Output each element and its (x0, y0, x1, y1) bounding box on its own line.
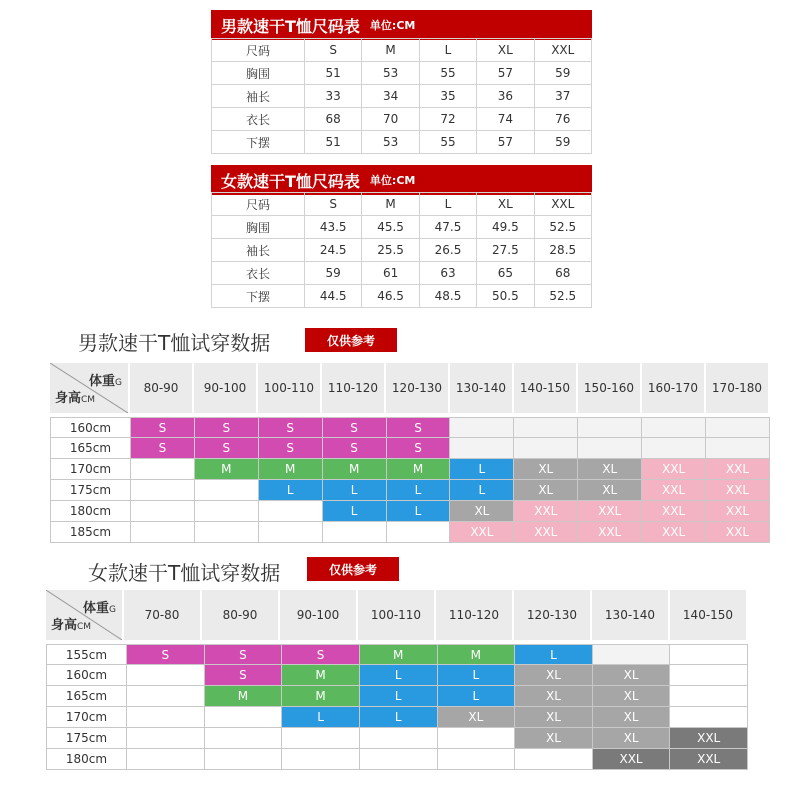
size-cell: L (259, 480, 323, 501)
size-value: S (305, 193, 362, 216)
size-cell: XXL (642, 480, 706, 501)
size-value: XL (477, 39, 534, 62)
size-cell: XL (515, 707, 593, 728)
size-cell: XXL (642, 501, 706, 522)
size-cell: S (195, 417, 259, 438)
height-label (51, 614, 91, 633)
size-value: 51 (305, 131, 362, 154)
size-value: 45.5 (362, 216, 419, 239)
women-size-chart-unit: 单位:CM (369, 174, 416, 187)
weight-range-header: 120-130 (386, 363, 448, 413)
size-cell: L (450, 459, 514, 480)
size-value: 65 (477, 262, 534, 285)
size-value: 35 (419, 85, 476, 108)
size-cell: S (127, 644, 205, 665)
size-cell: S (282, 644, 360, 665)
size-cell: XXL (593, 749, 671, 770)
fit-row (50, 438, 771, 459)
size-cell: L (360, 686, 438, 707)
size-value: 74 (477, 108, 534, 131)
size-cell: XXL (578, 501, 642, 522)
height-value: 160cm (51, 417, 131, 438)
weight-range-header: 140-150 (670, 590, 746, 640)
size-cell: XXL (578, 522, 642, 543)
size-value: 59 (534, 62, 591, 85)
size-cell: XXL (706, 459, 770, 480)
empty-cell (127, 728, 205, 749)
empty-cell (127, 665, 205, 686)
height-unit: CM (81, 395, 96, 405)
size-value: 46.5 (362, 285, 419, 308)
weight-range-header: 80-90 (202, 590, 278, 640)
weight-unit: G (109, 605, 116, 615)
men-size-chart-unit: 单位:CM (369, 19, 416, 32)
size-value: 44.5 (305, 285, 362, 308)
size-value: 68 (305, 108, 362, 131)
weight-range-header: 80-90 (130, 363, 192, 413)
size-cell: L (360, 665, 438, 686)
empty-cell (360, 749, 438, 770)
empty-cell (131, 501, 195, 522)
empty-cell (127, 707, 205, 728)
size-cell: M (282, 686, 360, 707)
size-value: 36 (477, 85, 534, 108)
size-value: 57 (477, 131, 534, 154)
empty-cell (450, 438, 514, 459)
size-cell: XL (578, 459, 642, 480)
size-value: 70 (362, 108, 419, 131)
women-size-chart-header (211, 165, 592, 195)
size-value: 34 (362, 85, 419, 108)
size-header-row (212, 193, 592, 216)
size-cell: S (323, 417, 387, 438)
size-cell: S (259, 417, 323, 438)
size-cell: M (282, 665, 360, 686)
size-value: 25.5 (362, 239, 419, 262)
weight-range-header: 90-100 (194, 363, 256, 413)
size-value: 59 (305, 262, 362, 285)
weight-height-corner (50, 363, 128, 413)
size-value: XXL (534, 39, 591, 62)
weight-range-header: 140-150 (514, 363, 576, 413)
size-cell: XXL (642, 459, 706, 480)
size-value: 57 (477, 62, 534, 85)
size-cell: M (387, 459, 451, 480)
size-value: 47.5 (419, 216, 476, 239)
fit-row (46, 665, 749, 686)
size-cell: L (438, 686, 516, 707)
size-value: 61 (362, 262, 419, 285)
empty-cell (195, 480, 259, 501)
size-cell: XXL (670, 749, 748, 770)
size-row (212, 131, 592, 154)
fit-row (46, 707, 749, 728)
men-size-chart-header (211, 10, 592, 40)
size-value: L (419, 193, 476, 216)
size-value: 28.5 (534, 239, 591, 262)
empty-cell (131, 480, 195, 501)
weight-range-header: 130-140 (450, 363, 512, 413)
measure-label: 尺码 (212, 39, 305, 62)
women-size-chart-title: 女款速干T恤尺码表 (221, 171, 360, 191)
size-value: 76 (534, 108, 591, 131)
size-cell: XXL (706, 480, 770, 501)
size-cell: M (360, 644, 438, 665)
empty-cell (670, 686, 748, 707)
height-value: 175cm (47, 728, 127, 749)
empty-cell (131, 459, 195, 480)
size-value: 68 (534, 262, 591, 285)
weight-range-header: 90-100 (280, 590, 356, 640)
size-cell: XL (450, 501, 514, 522)
empty-cell (438, 728, 516, 749)
empty-cell (578, 438, 642, 459)
size-cell: S (131, 417, 195, 438)
women-size-table (211, 192, 592, 308)
fit-row (50, 417, 771, 438)
size-value: 50.5 (477, 285, 534, 308)
empty-cell (205, 749, 283, 770)
men-fit-badge: 仅供参考 (305, 328, 397, 352)
size-cell: XL (515, 728, 593, 749)
size-cell: XL (578, 480, 642, 501)
men-fit-grid (50, 363, 771, 543)
size-value: 43.5 (305, 216, 362, 239)
fit-row (46, 686, 749, 707)
weight-range-header: 100-110 (358, 590, 434, 640)
size-cell: XXL (706, 522, 770, 543)
size-header-row (212, 39, 592, 62)
size-value: 27.5 (477, 239, 534, 262)
size-cell: S (387, 438, 451, 459)
size-value: 26.5 (419, 239, 476, 262)
empty-cell (578, 417, 642, 438)
height-value: 160cm (47, 665, 127, 686)
empty-cell (131, 522, 195, 543)
size-value: 55 (419, 131, 476, 154)
size-value: 53 (362, 62, 419, 85)
height-label (55, 387, 95, 406)
size-cell: L (387, 501, 451, 522)
women-fit-grid (46, 590, 749, 770)
size-value: 48.5 (419, 285, 476, 308)
weight-range-header: 70-80 (124, 590, 200, 640)
size-cell: XXL (642, 522, 706, 543)
empty-cell (282, 728, 360, 749)
size-cell: S (323, 438, 387, 459)
size-cell: M (195, 459, 259, 480)
size-cell: XL (593, 665, 671, 686)
weight-range-header: 100-110 (258, 363, 320, 413)
height-value: 165cm (47, 686, 127, 707)
size-value: XL (477, 193, 534, 216)
empty-cell (387, 522, 451, 543)
empty-cell (670, 644, 748, 665)
men-fit-title: 男款速干T恤试穿数据 (78, 331, 271, 355)
weight-header-row (46, 590, 749, 640)
measure-label: 衣长 (212, 108, 305, 131)
size-cell: XL (515, 665, 593, 686)
height-value: 180cm (47, 749, 127, 770)
size-cell: L (515, 644, 593, 665)
empty-cell (195, 522, 259, 543)
weight-range-header: 160-170 (642, 363, 704, 413)
fit-row (46, 749, 749, 770)
weight-header-row (50, 363, 771, 413)
size-cell: XXL (706, 501, 770, 522)
empty-cell (259, 501, 323, 522)
weight-range-header: 150-160 (578, 363, 640, 413)
size-cell: L (282, 707, 360, 728)
size-value: 24.5 (305, 239, 362, 262)
empty-cell (127, 686, 205, 707)
size-cell: XL (514, 459, 578, 480)
size-cell: S (131, 438, 195, 459)
empty-cell (205, 707, 283, 728)
size-cell: L (360, 707, 438, 728)
measure-label: 胸围 (212, 62, 305, 85)
measure-label: 胸围 (212, 216, 305, 239)
size-value: L (419, 39, 476, 62)
empty-cell (670, 707, 748, 728)
size-row (212, 85, 592, 108)
empty-cell (259, 522, 323, 543)
empty-cell (195, 501, 259, 522)
size-cell: XXL (450, 522, 514, 543)
empty-cell (670, 665, 748, 686)
empty-cell (360, 728, 438, 749)
size-cell: XL (593, 707, 671, 728)
empty-cell (127, 749, 205, 770)
size-cell: XL (514, 480, 578, 501)
measure-label: 下摆 (212, 285, 305, 308)
height-unit: CM (77, 622, 92, 632)
size-row (212, 262, 592, 285)
measure-label: 下摆 (212, 131, 305, 154)
weight-label-text: 体重 (89, 374, 116, 389)
size-value: 52.5 (534, 216, 591, 239)
empty-cell (282, 749, 360, 770)
empty-cell (205, 728, 283, 749)
weight-unit: G (115, 378, 122, 388)
size-row (212, 108, 592, 131)
height-value: 170cm (47, 707, 127, 728)
height-value: 180cm (51, 501, 131, 522)
empty-cell (642, 417, 706, 438)
size-cell: S (205, 644, 283, 665)
size-row (212, 216, 592, 239)
size-cell: S (259, 438, 323, 459)
size-value: XXL (534, 193, 591, 216)
weight-range-header: 130-140 (592, 590, 668, 640)
empty-cell (450, 417, 514, 438)
size-row (212, 239, 592, 262)
size-value: M (362, 39, 419, 62)
height-value: 165cm (51, 438, 131, 459)
weight-range-header: 120-130 (514, 590, 590, 640)
empty-cell (438, 749, 516, 770)
height-value: 170cm (51, 459, 131, 480)
size-cell: L (323, 501, 387, 522)
size-value: 53 (362, 131, 419, 154)
fit-row (50, 501, 771, 522)
men-size-table (211, 38, 592, 154)
size-cell: XL (515, 686, 593, 707)
size-value: 33 (305, 85, 362, 108)
size-cell: L (450, 480, 514, 501)
size-cell: XL (593, 686, 671, 707)
size-cell: L (438, 665, 516, 686)
weight-height-corner (46, 590, 122, 640)
size-cell: S (387, 417, 451, 438)
measure-label: 衣长 (212, 262, 305, 285)
size-cell: L (387, 480, 451, 501)
size-value: 51 (305, 62, 362, 85)
women-fit-badge: 仅供参考 (307, 557, 399, 581)
size-value: 37 (534, 85, 591, 108)
measure-label: 尺码 (212, 193, 305, 216)
fit-row (50, 459, 771, 480)
empty-cell (514, 417, 578, 438)
weight-range-header: 110-120 (436, 590, 512, 640)
height-label-text: 身高 (51, 618, 78, 633)
women-fit-title: 女款速干T恤试穿数据 (88, 561, 281, 585)
fit-row (50, 480, 771, 501)
height-value: 155cm (47, 644, 127, 665)
size-cell: L (323, 480, 387, 501)
size-cell: XL (593, 728, 671, 749)
measure-label: 袖长 (212, 85, 305, 108)
size-cell: XXL (514, 522, 578, 543)
size-cell: M (259, 459, 323, 480)
size-cell: S (205, 665, 283, 686)
fit-row (46, 644, 749, 665)
empty-cell (593, 644, 671, 665)
size-value: 72 (419, 108, 476, 131)
men-size-chart-title: 男款速干T恤尺码表 (221, 16, 360, 36)
size-cell: M (205, 686, 283, 707)
empty-cell (706, 417, 770, 438)
empty-cell (706, 438, 770, 459)
fit-row (50, 522, 771, 543)
size-cell: XXL (514, 501, 578, 522)
size-value: 52.5 (534, 285, 591, 308)
size-cell: XL (438, 707, 516, 728)
size-value: 59 (534, 131, 591, 154)
height-value: 185cm (51, 522, 131, 543)
size-cell: XXL (670, 728, 748, 749)
size-value: M (362, 193, 419, 216)
size-value: 55 (419, 62, 476, 85)
fit-row (46, 728, 749, 749)
measure-label: 袖长 (212, 239, 305, 262)
empty-cell (642, 438, 706, 459)
size-cell: S (195, 438, 259, 459)
size-value: S (305, 39, 362, 62)
height-label-text: 身高 (55, 391, 82, 406)
size-cell: M (323, 459, 387, 480)
empty-cell (323, 522, 387, 543)
size-row (212, 62, 592, 85)
weight-range-header: 110-120 (322, 363, 384, 413)
size-cell: M (438, 644, 516, 665)
size-value: 49.5 (477, 216, 534, 239)
weight-label-text: 体重 (83, 601, 110, 616)
empty-cell (515, 749, 593, 770)
size-row (212, 285, 592, 308)
weight-range-header: 170-180 (706, 363, 768, 413)
size-value: 63 (419, 262, 476, 285)
height-value: 175cm (51, 480, 131, 501)
empty-cell (514, 438, 578, 459)
